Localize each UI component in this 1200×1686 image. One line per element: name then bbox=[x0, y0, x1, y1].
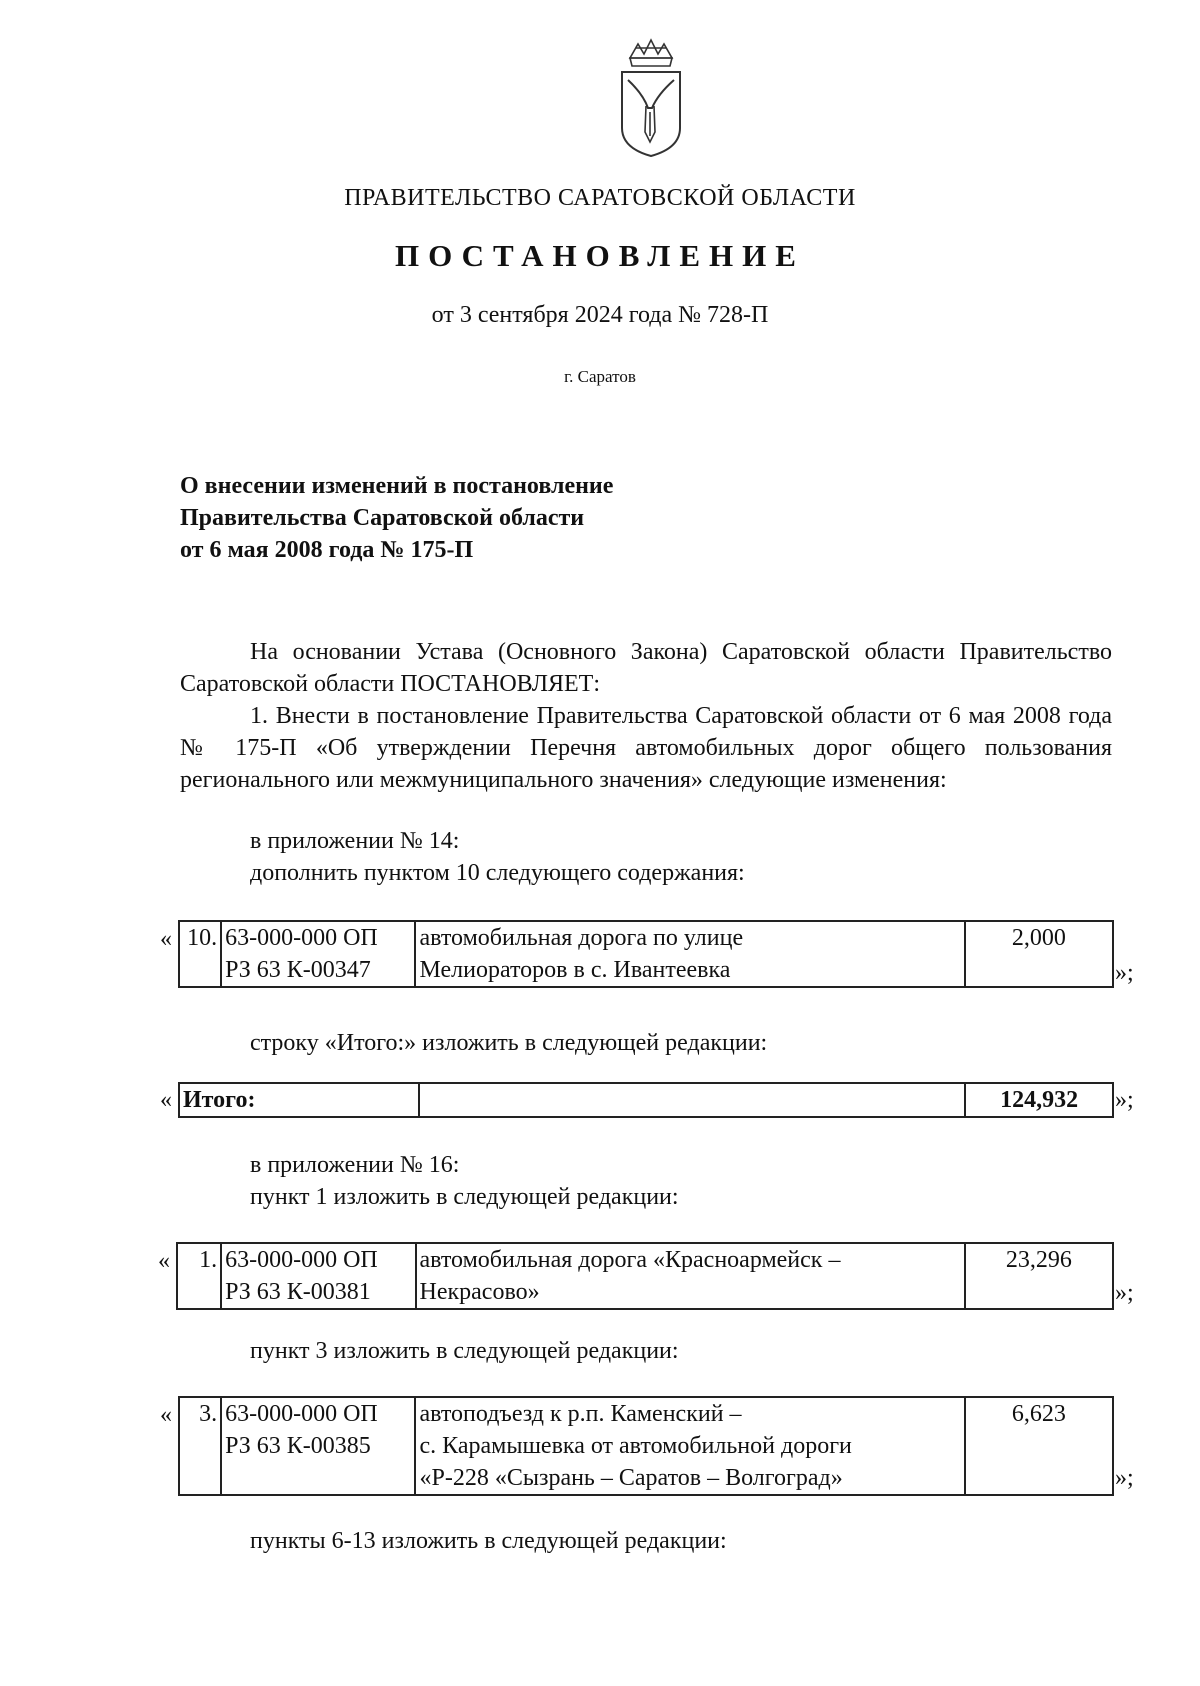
road-code-line-2: РЗ 63 К-00385 bbox=[225, 1433, 371, 1459]
item-number: 1. bbox=[177, 1243, 221, 1309]
open-quote: « bbox=[158, 1248, 170, 1274]
close-quote: »; bbox=[1115, 1087, 1134, 1113]
road-name-line-1: автомобильная дорога «Красноармейск – bbox=[419, 1247, 841, 1273]
road-name-line-1: автомобильная дорога по улице bbox=[419, 925, 744, 951]
road-code-line-1: 63-000-000 ОП bbox=[225, 1401, 378, 1427]
document-date-number: от 3 сентября 2024 года № 728-П bbox=[431, 302, 769, 328]
items-6-13-instruction: пункты 6-13 изложить в следующей редакции: bbox=[250, 1528, 727, 1554]
open-quote: « bbox=[160, 926, 172, 952]
close-quote: »; bbox=[1115, 1280, 1134, 1306]
appendix-16-label: в приложении № 16: bbox=[250, 1152, 460, 1178]
item-3-instruction: пункт 3 изложить в следующей редакции: bbox=[250, 1338, 679, 1364]
paragraph-item-1-text: 1. Внести в постановление Правительства Саратовской области от 6 мая 2008 года № 175-П «Об утверждении Перечня автомобильных дорог общего пользования регионального или межмуниципального значения» следующие изменения: bbox=[180, 703, 1112, 793]
appendix-14-add-instruction: дополнить пунктом 10 следующего содержания: bbox=[250, 860, 745, 886]
document-city: г. Саратов bbox=[564, 367, 636, 386]
paragraph-basis-text: На основании Устава (Основного Закона) Саратовской области Правительство Саратовской области ПОСТАНОВЛЯЕТ: bbox=[180, 639, 1112, 697]
subject-line-3: от 6 мая 2008 года № 175-П bbox=[180, 537, 474, 563]
document-type: ПОСТАНОВЛЕНИЕ bbox=[395, 238, 805, 273]
subject-line-2: Правительства Саратовской области bbox=[180, 505, 585, 531]
road-code-line-1: 63-000-000 ОП bbox=[225, 1247, 378, 1273]
item-number: 10. bbox=[179, 921, 221, 987]
road-name bbox=[415, 1397, 964, 1495]
itogo-value: 124,932 bbox=[965, 1083, 1113, 1117]
close-quote: »; bbox=[1115, 1465, 1134, 1491]
item-1-instruction: пункт 1 изложить в следующей редакции: bbox=[250, 1184, 679, 1210]
road-name-line-2: Некрасово» bbox=[419, 1279, 540, 1305]
road-code bbox=[221, 1243, 415, 1309]
road-name-line-2: с. Карамышевка от автомобильной дороги bbox=[419, 1433, 852, 1459]
road-code bbox=[221, 1397, 415, 1495]
open-quote: « bbox=[160, 1402, 172, 1428]
subject-line-1: О внесении изменений в постановление bbox=[180, 473, 614, 499]
road-name-line-1: автоподъезд к р.п. Каменский – bbox=[419, 1401, 742, 1427]
road-name bbox=[415, 921, 964, 987]
road-code-line-2: РЗ 63 К-00381 bbox=[225, 1279, 371, 1305]
organization-name: ПРАВИТЕЛЬСТВО САРАТОВСКОЙ ОБЛАСТИ bbox=[344, 185, 856, 211]
table-item-10 bbox=[178, 920, 1114, 988]
table-item-3 bbox=[178, 1396, 1114, 1496]
appendix-14-label: в приложении № 14: bbox=[250, 828, 460, 854]
paragraph-basis bbox=[180, 636, 1112, 700]
road-length: 23,296 bbox=[965, 1243, 1113, 1309]
road-length: 6,623 bbox=[965, 1397, 1113, 1495]
table-itogo bbox=[178, 1082, 1114, 1118]
document-subject bbox=[180, 470, 613, 566]
itogo-empty-cell bbox=[419, 1083, 966, 1117]
road-name bbox=[416, 1243, 965, 1309]
paragraph-item-1 bbox=[180, 700, 1112, 796]
table-item-1 bbox=[176, 1242, 1114, 1310]
road-name-line-2: Мелиораторов в с. Ивантеевка bbox=[419, 957, 731, 983]
road-code-line-2: РЗ 63 К-00347 bbox=[225, 957, 371, 983]
itogo-label: Итого: bbox=[179, 1083, 419, 1117]
road-name-line-3: «Р-228 «Сызрань – Саратов – Волгоград» bbox=[419, 1465, 843, 1491]
road-code-line-1: 63-000-000 ОП bbox=[225, 925, 378, 951]
item-number: 3. bbox=[179, 1397, 221, 1495]
road-length: 2,000 bbox=[965, 921, 1113, 987]
road-code bbox=[221, 921, 415, 987]
open-quote: « bbox=[160, 1087, 172, 1113]
saratov-coat-of-arms-icon bbox=[608, 36, 694, 160]
close-quote: »; bbox=[1115, 960, 1134, 986]
itogo-instruction: строку «Итого:» изложить в следующей редакции: bbox=[250, 1030, 768, 1056]
